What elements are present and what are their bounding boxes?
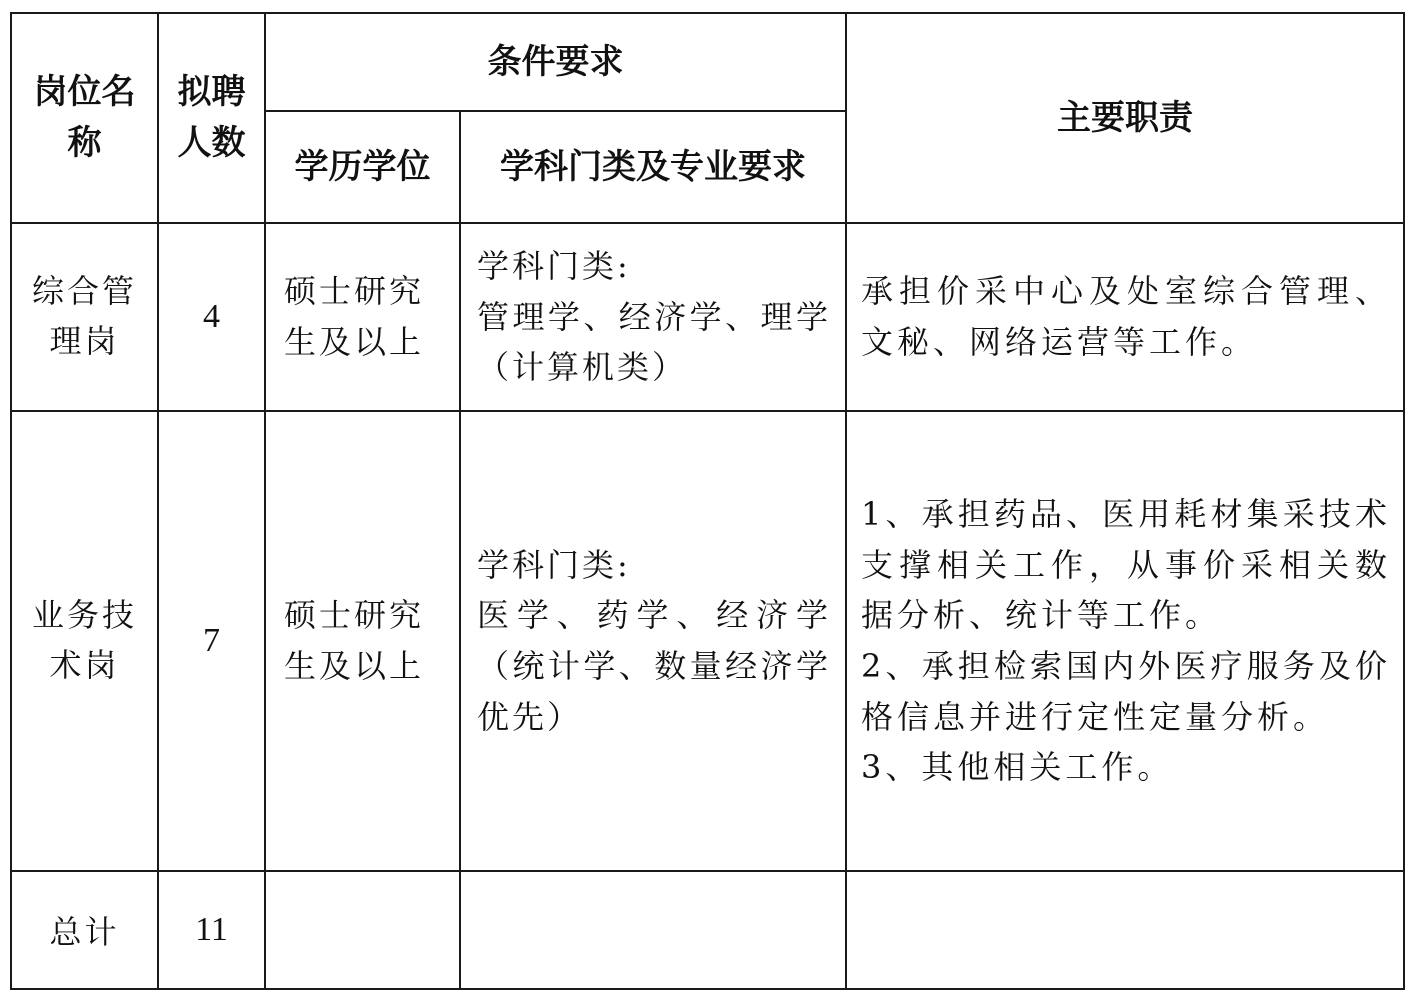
duty-item: 2、承担检索国内外医疗服务及价格信息并进行定性定量分析。	[861, 647, 1391, 736]
total-empty-cell	[846, 871, 1404, 989]
major-text: 医学、药学、经济学（统计学、数量经济学优先）	[477, 596, 831, 736]
header-major: 学科门类及专业要求	[460, 111, 846, 223]
header-duties: 主要职责	[846, 13, 1404, 223]
headcount-cell: 7	[158, 411, 265, 871]
table-row	[11, 411, 1404, 871]
total-empty-cell	[265, 871, 460, 989]
major-label: 学科门类:	[477, 545, 631, 584]
major-block	[461, 241, 845, 393]
header-post-name	[11, 13, 158, 223]
duties-cell	[846, 223, 1404, 411]
header-headcount	[158, 13, 265, 223]
total-row	[11, 871, 1404, 989]
duty-item: 3、其他相关工作。	[861, 748, 1174, 787]
header-degree: 学历学位	[265, 111, 460, 223]
duties-cell	[846, 411, 1404, 871]
total-empty-cell	[460, 871, 846, 989]
major-label: 学科门类:	[477, 247, 631, 286]
header-headcount-text: 拟聘人数	[177, 72, 246, 163]
duty-item: 1、承担药品、医用耗材集采技术支撑相关工作，从事价采相关数据分析、统计等工作。	[861, 495, 1391, 635]
major-cell	[460, 411, 846, 871]
degree-cell	[265, 411, 460, 871]
major-block	[461, 540, 845, 742]
post-name: 综合管理岗	[31, 272, 137, 360]
major-cell	[460, 223, 846, 411]
post-name-cell	[11, 411, 158, 871]
major-text: 管理学、经济学、理学（计算机类）	[477, 297, 831, 387]
degree-text: 硕士研究生及以上	[284, 272, 425, 361]
post-name: 业务技术岗	[31, 596, 137, 684]
total-headcount: 11	[158, 871, 265, 989]
header-requirements: 条件要求	[265, 13, 846, 111]
header-row-1	[11, 13, 1404, 111]
duty-item: 承担价采中心及处室综合管理、文秘、网络运营等工作。	[861, 272, 1391, 361]
post-name-cell	[11, 223, 158, 411]
duties-block	[847, 266, 1403, 367]
headcount-cell: 4	[158, 223, 265, 411]
total-label: 总计	[11, 871, 158, 989]
header-post-name-text: 岗位名称	[33, 72, 136, 163]
degree-text: 硕士研究生及以上	[284, 596, 425, 685]
table-row	[11, 223, 1404, 411]
duties-block	[847, 489, 1403, 792]
degree-cell	[265, 223, 460, 411]
recruitment-table	[10, 12, 1405, 990]
